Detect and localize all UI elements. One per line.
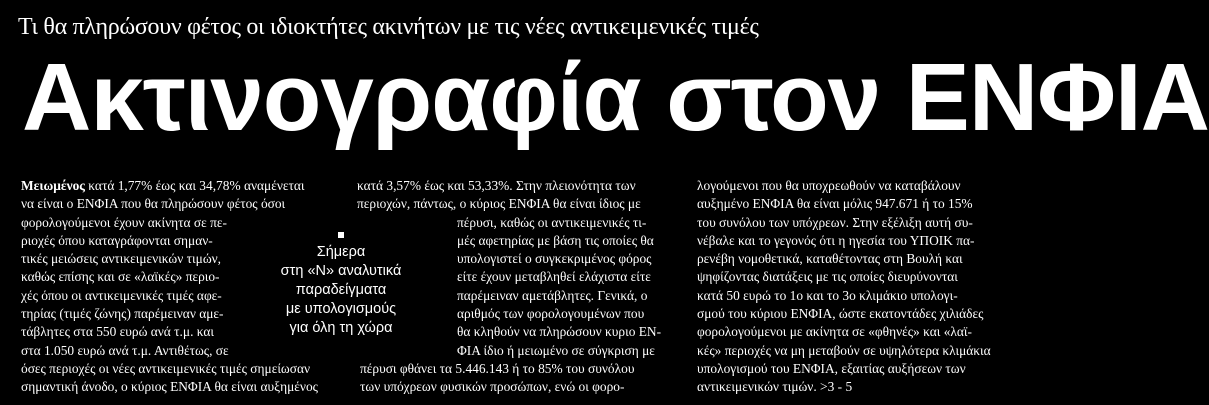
column-line: χές όπου οι αντικειμενικές τιμές αφε- [21, 287, 222, 303]
lead-rest: κατά 1,77% έως και 34,78% αναμένεται [84, 178, 305, 193]
column-line: κές» περιοχές να μη μεταβούν σε υψηλότερα κλιμάκια [697, 342, 991, 358]
column-line: φορολογούμενοι με ακίνητα σε «φθηνές» και «λαϊ- [697, 324, 972, 340]
pull-quote-line: στη «Ν» αναλυτικά [280, 263, 402, 279]
pull-quote-line: για όλη τη χώρα [289, 320, 393, 336]
column-line: θα κληθούν να πληρώσουν κυριο ΕΝ- [457, 324, 662, 340]
column-line: μές αφετηρίας με βάση τις οποίες θα [457, 232, 654, 248]
column-line: φορολογούμενοι έχουν ακίνητα σε πε- [21, 214, 227, 230]
headline: Ακτινογραφία στον ΕΝΦΙΑ [22, 44, 1209, 151]
article-column-3 [697, 177, 991, 397]
column-line: ριοχές όπου καταγράφονται σημαν- [21, 232, 213, 248]
column-line: αριθμός των φορολογουμένων που [457, 306, 645, 322]
pull-quote-line: Σήμερα [316, 244, 366, 260]
column-line: παρέμειναν αμετάβλητες. Γενικά, ο [457, 287, 648, 303]
column-line: πέρυσι, καθώς οι αντικειμενικές τι- [457, 214, 647, 230]
column-line: τικές μειώσεις αντικειμενικών τιμών, [21, 251, 222, 267]
column-line: του συνόλου των υπόχρεων. Στην εξέλιξη αυτή συ- [697, 214, 973, 230]
bullet-square-icon [338, 232, 344, 238]
column-line [21, 177, 318, 195]
column-line: είτε έχουν μεταβληθεί ελάχιστα είτε [457, 269, 651, 285]
column-line: αντικειμενικών τιμών. >3 - 5 [697, 379, 853, 395]
column-line: σμού του κύριου ΕΝΦΙΑ, ώστε εκατοντάδες χιλιάδες [697, 306, 984, 322]
column-line: να είναι ο ΕΝΦΙΑ που θα πληρώσουν φέτος όσοι [21, 196, 286, 212]
lead-word: Μειωμένος [21, 178, 85, 193]
column-line: σημαντική άνοδο, ο κύριος ΕΝΦΙΑ θα είναι αυξημένος [21, 379, 318, 395]
column-line: περιοχών, πάντως, ο κύριος ΕΝΦΙΑ θα είναι ίδιος με [357, 196, 641, 212]
column-line: τάβλητες στα 550 ευρώ ανά τ.μ. και [21, 324, 215, 340]
column-line: κατά 3,57% έως και 53,33%. Στην πλειονότητα των [357, 178, 636, 193]
pull-quote [272, 232, 410, 338]
column-line: καθώς επίσης και σε «λαϊκές» περιο- [21, 269, 220, 285]
column-line: υπολογιστεί ο συγκεκριμένος φόρος [457, 251, 652, 267]
column-line: νέβαλε και το γεγονός ότι η ηγεσία του ΥΠΟΙΚ πα- [697, 232, 975, 248]
pull-quote-line: παραδείγματα [295, 282, 387, 298]
pull-quote-line: με υπολογισμούς [285, 301, 397, 317]
column-line: ΦΙΑ ίδιο ή μειωμένο σε σύγκριση με [457, 342, 655, 358]
column-line: πέρυσι φθάνει τα 5.446.143 ή το 85% του συνόλου [360, 360, 635, 376]
column-line: όσες περιοχές οι νέες αντικειμενικές τιμές σημείωσαν [21, 360, 311, 376]
column-line: αυξημένο ΕΝΦΙΑ θα είναι μόλις 947.671 ή το 15% [697, 196, 973, 212]
overline-kicker: Τι θα πληρώσουν φέτος οι ιδιοκτήτες ακινήτων με τις νέες αντικειμενικές τιμές [18, 14, 759, 40]
column-line: υπολογισμού του ΕΝΦΙΑ, εξαιτίας αυξήσεων των [697, 360, 966, 376]
column-line: λογούμενοι που θα υποχρεωθούν να καταβάλουν [697, 178, 961, 193]
column-line: τηρίας (τιμές ζώνης) παρέμειναν αμε- [21, 306, 224, 322]
column-line: κατά 50 ευρώ το 1ο και το 3ο κλιμάκιο υπολογι- [697, 287, 958, 303]
column-line: ρενέβη νομοθετικά, καταθέτοντας στη Βουλή και [697, 251, 963, 267]
column-line: στα 1.050 ευρώ ανά τ.μ. Αντιθέτως, σε [21, 342, 229, 358]
column-line: ψηφίζοντας διατάξεις με τις οποίες διευρύνονται [697, 269, 958, 285]
column-line: των υπόχρεων φυσικών προσώπων, ενώ οι φορο- [360, 379, 625, 395]
